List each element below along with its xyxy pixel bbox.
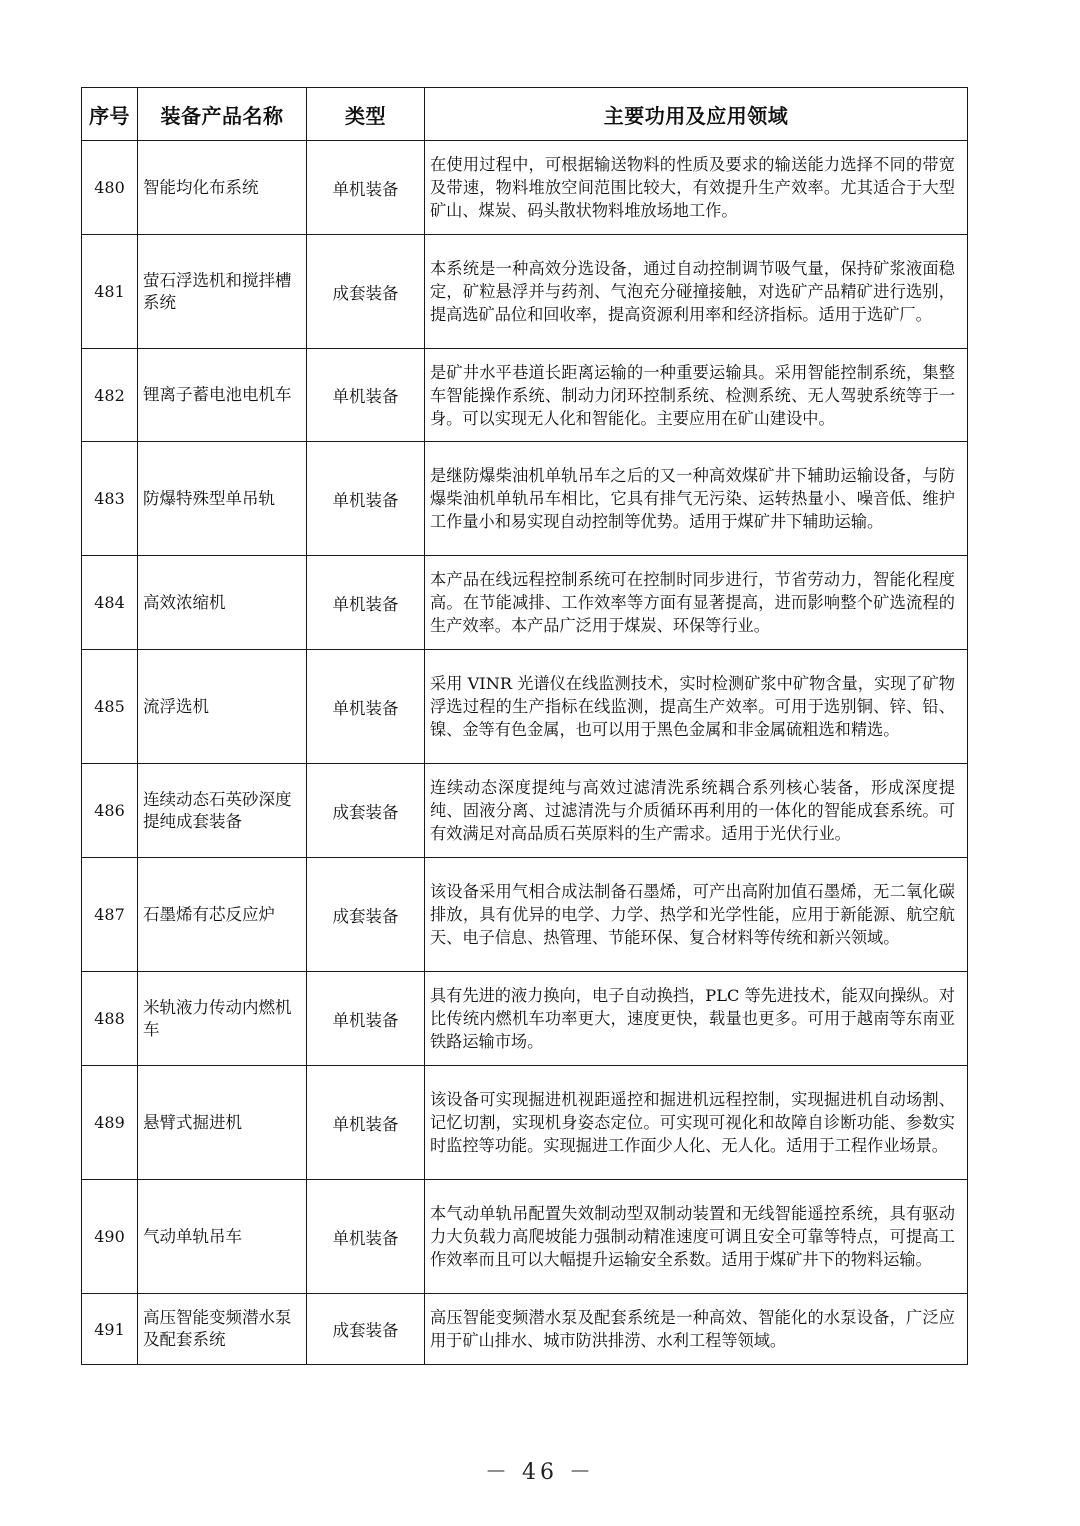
table-row [82,972,968,1066]
row-product-name: 高压智能变频潜水泵及配套系统 [138,1294,307,1365]
table-row [82,858,968,972]
row-serial-number: 489 [82,1066,138,1180]
table-row [82,1180,968,1294]
row-product-name: 锂离子蓄电池电机车 [138,349,307,442]
row-serial-number: 480 [82,141,138,235]
row-product-name: 防爆特殊型单吊轨 [138,442,307,556]
table-header-row [82,88,968,141]
table-row [82,1294,968,1365]
row-serial-number: 485 [82,650,138,764]
row-serial-number: 484 [82,556,138,650]
row-type: 单机装备 [307,141,425,235]
header-type: 类型 [307,88,425,141]
row-type: 成套装备 [307,764,425,858]
row-description: 具有先进的液力换向，电子自动换挡，PLC 等先进技术，能双向操纵。对比传统内燃机车功率更大，速度更快，载量也更多。可用于越南等东南亚铁路运输市场。 [425,972,968,1066]
row-description: 是矿井水平巷道长距离运输的一种重要运输具。采用智能控制系统，集整车智能操作系统、制动力闭环控制系统、检测系统、无人驾驶系统等于一身。可以实现无人化和智能化。主要应用在矿山建设中。 [425,349,968,442]
header-serial-number: 序号 [82,88,138,141]
row-product-name: 连续动态石英砂深度提纯成套装备 [138,764,307,858]
row-description: 本产品在线远程控制系统可在控制时同步进行，节省劳动力，智能化程度高。在节能减排、工作效率等方面有显著提高，进而影响整个矿选流程的生产效率。本产品广泛用于煤炭、环保等行业。 [425,556,968,650]
row-description: 该设备可实现掘进机视距遥控和掘进机远程控制，实现掘进机自动场割、记忆切割，实现机身姿态定位。可实现可视化和故障自诊断功能、参数实时监控等功能。实现掘进工作面少人化、无人化。适用于工程作业场景。 [425,1066,968,1180]
row-type: 单机装备 [307,1066,425,1180]
table-row [82,1066,968,1180]
row-serial-number: 488 [82,972,138,1066]
row-product-name: 悬臂式掘进机 [138,1066,307,1180]
table-row [82,650,968,764]
row-type: 成套装备 [307,1294,425,1365]
row-type: 单机装备 [307,442,425,556]
row-serial-number: 486 [82,764,138,858]
row-product-name: 萤石浮选机和搅拌槽系统 [138,235,307,349]
row-type: 单机装备 [307,650,425,764]
table-row [82,349,968,442]
row-description: 是继防爆柴油机单轨吊车之后的又一种高效煤矿井下辅助运输设备，与防爆柴油机单轨吊车相比，它具有排气无污染、运转热量小、噪音低、维护工作量小和易实现自动控制等优势。适用于煤矿井下辅助运输。 [425,442,968,556]
row-serial-number: 482 [82,349,138,442]
row-description: 连续动态深度提纯与高效过滤清洗系统耦合系列核心装备，形成深度提纯、固液分离、过滤清洗与介质循环再利用的一体化的智能成套系统。可有效满足对高品质石英原料的生产需求。适用于光伏行业。 [425,764,968,858]
table-row [82,556,968,650]
row-product-name: 高效浓缩机 [138,556,307,650]
row-description: 本气动单轨吊配置失效制动型双制动装置和无线智能遥控系统，具有驱动力大负载力高爬坡能力强制动精准速度可调且安全可靠等特点，可提高工作效率而且可以大幅提升运输安全系数。适用于煤矿井下的物料运输。 [425,1180,968,1294]
row-product-name: 流浮选机 [138,650,307,764]
row-serial-number: 490 [82,1180,138,1294]
row-serial-number: 481 [82,235,138,349]
table-row [82,442,968,556]
table-row [82,764,968,858]
equipment-table [81,87,968,1365]
page-number: － 46 － [485,1460,595,1485]
row-type: 单机装备 [307,556,425,650]
row-description: 高压智能变频潜水泵及配套系统是一种高效、智能化的水泵设备，广泛应用于矿山排水、城市防洪排涝、水利工程等领域。 [425,1294,968,1365]
header-function-and-application: 主要功用及应用领域 [425,88,968,141]
row-product-name: 气动单轨吊车 [138,1180,307,1294]
header-product-name: 装备产品名称 [138,88,307,141]
row-serial-number: 491 [82,1294,138,1365]
row-description: 在使用过程中，可根据输送物料的性质及要求的输送能力选择不同的带宽及带速，物料堆放空间范围比较大，有效提升生产效率。尤其适合于大型矿山、煤炭、码头散状物料堆放场地工作。 [425,141,968,235]
row-type: 成套装备 [307,235,425,349]
row-product-name: 智能均化布系统 [138,141,307,235]
row-serial-number: 487 [82,858,138,972]
row-serial-number: 483 [82,442,138,556]
row-type: 单机装备 [307,349,425,442]
row-description: 该设备采用气相合成法制备石墨烯，可产出高附加值石墨烯，无二氧化碳排放，具有优异的电学、力学、热学和光学性能，应用于新能源、航空航天、电子信息、热管理、节能环保、复合材料等传统和新兴领域。 [425,858,968,972]
table-row [82,141,968,235]
table-row [82,235,968,349]
row-type: 成套装备 [307,858,425,972]
row-type: 单机装备 [307,1180,425,1294]
row-type: 单机装备 [307,972,425,1066]
row-product-name: 米轨液力传动内燃机车 [138,972,307,1066]
row-description: 本系统是一种高效分选设备，通过自动控制调节吸气量，保持矿浆液面稳定，矿粒悬浮并与药剂、气泡充分碰撞接触，对选矿产品精矿进行选别，提高选矿品位和回收率，提高资源利用率和经济指标。适用于选矿厂。 [425,235,968,349]
row-description: 采用 VINR 光谱仪在线监测技术，实时检测矿浆中矿物含量，实现了矿物浮选过程的生产指标在线监测，提高生产效率。可用于选别铜、锌、铅、镍、金等有色金属，也可以用于黑色金属和非金属硫粗选和精选。 [425,650,968,764]
row-product-name: 石墨烯有芯反应炉 [138,858,307,972]
